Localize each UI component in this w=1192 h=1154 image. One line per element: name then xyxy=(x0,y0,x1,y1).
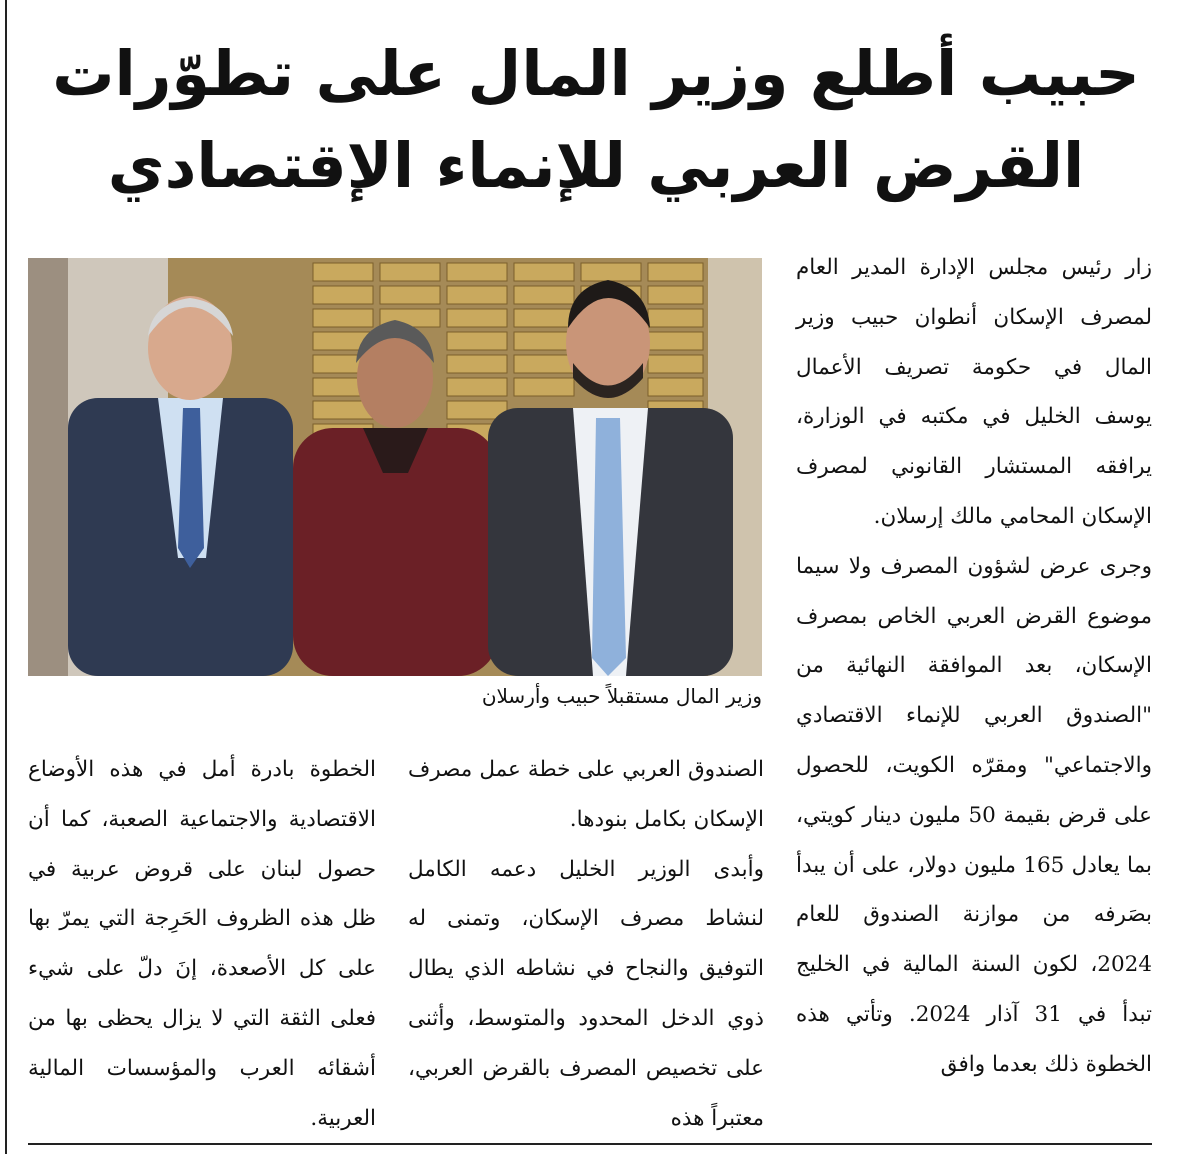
article-paragraph: الصندوق العربي على خطة عمل مصرف الإسكان بكامل بنودها. xyxy=(408,757,764,832)
photo-caption: وزير المال مستقبلاً حبيب وأرسلان xyxy=(481,684,762,708)
article-paragraph: الخطوة بادرة أمل في هذه الأوضاع الاقتصادية والاجتماعية الصعبة، كما أن حصول لبنان على قروض عربية في ظل هذه الظروف الحَرِجة التي يمرّ بها على كل الأصعدة، إنَ دلّ على شيء فعلى الثقة التي لا يزال يحظى بها من أشقائه العرب والمؤسسات المالية العربية. xyxy=(28,757,376,1131)
headline xyxy=(40,28,1152,212)
article-column-right xyxy=(796,243,1152,1090)
news-photo xyxy=(28,258,762,676)
article-paragraph: وجرى عرض لشؤون المصرف ولا سيما موضوع القرض العربي الخاص بمصرف الإسكان، بعد الموافقة النهائية من "الصندوق العربي للإنماء الاقتصادي والاجتماعي" ومقرّه الكويت، للحصول على قرض بقيمة 50 مليون دينار كويتي، بما يعادل 165 مليون دولار، على أن يبدأ بصَرفه من موازنة الصندوق للعام 2024، لكون السنة المالية في الخليج تبدأ في 31 آذار 2024. وتأتي هذه الخطوة ذلك بعدما وافق xyxy=(796,553,1152,1077)
headline-line-1: حبيب أطلع وزير المال على تطوّرات xyxy=(52,37,1140,110)
news-photo-illustration xyxy=(28,258,762,676)
article-column-middle xyxy=(408,745,764,1143)
article-column-left xyxy=(28,745,376,1143)
article-paragraph: زار رئيس مجلس الإدارة المدير العام لمصرف الإسكان أنطوان حبيب وزير المال في حكومة تصريف الأعمال يوسف الخليل في مكتبه في الوزارة، يرافقه المستشار القانوني لمصرف الإسكان المحامي مالك إرسلان. xyxy=(796,255,1152,529)
headline-line-2: القرض العربي للإنماء الإقتصادي xyxy=(107,129,1085,202)
article-paragraph: وأبدى الوزير الخليل دعمه الكامل لنشاط مصرف الإسكان، وتمنى له التوفيق والنجاح في نشاطه الذي يطال ذوي الدخل المحدود والمتوسط، وأثنى على تخصيص المصرف بالقرض العربي، معتبراً هذه xyxy=(408,856,764,1131)
left-column-rule xyxy=(5,0,7,1154)
bottom-rule xyxy=(28,1143,1152,1145)
